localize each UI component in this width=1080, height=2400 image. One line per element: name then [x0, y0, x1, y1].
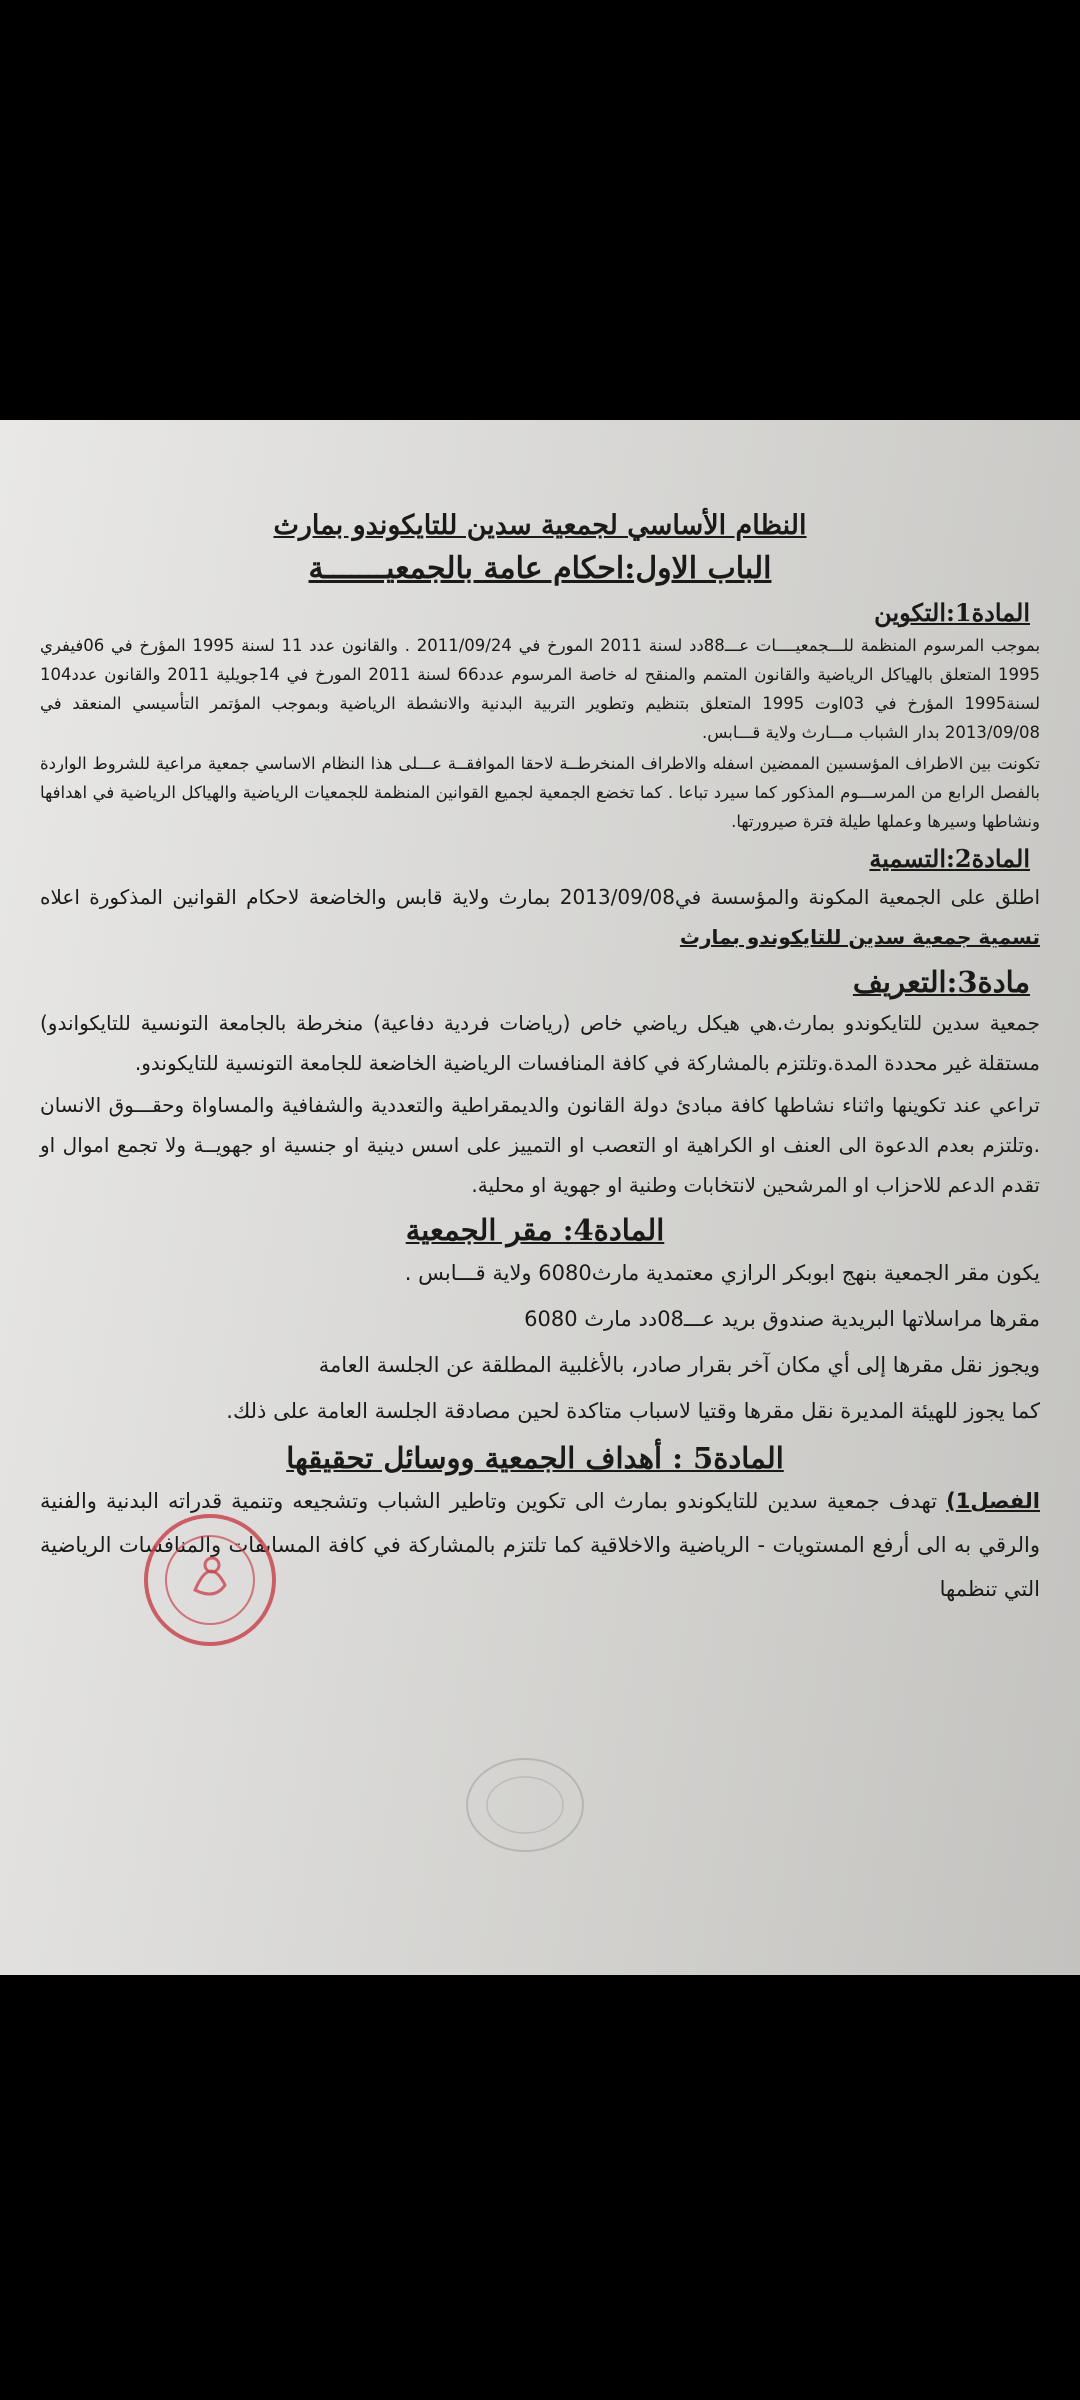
- article-3-heading: مادة3:التعريف: [852, 965, 1030, 999]
- article-3-paragraph-1: جمعية سدين للتايكوندو بمارث.هي هيكل رياضي خاص (رياضات فردية دفاعية) منخرطة بالجامعة التونسية للتايكواندو) مستقلة غير محددة المدة.وتلتزم بالمشاركة في كافة المنافسات الرياضية الخاضعة للجامعة التونسية للتايكوندو.: [40, 1011, 1040, 1075]
- article-5-section-label: الفصل1): [946, 1489, 1040, 1513]
- article-1-paragraph-2: تكونت بين الاطراف المؤسسين الممضين اسفله والاطراف المنخرطــة لاحقا الموافقــة عـــلى هذا النظام الاساسي جمعية مراعية للشروط الواردة بالفصل الرابع من المرســـوم المذكور كما سيرد تباعا . كما تخضع الجمعية لجميع القوانين المنظمة للجمعيات الرياضية والهياكل الرياضية في اهدافها ونشاطها وسيرها وعملها طيلة فترة صيرورتها.: [40, 754, 1040, 831]
- document-page: [0, 420, 1080, 1975]
- article-1-paragraph-1: بموجب المرسوم المنظمة للـــجمعيــــات عـــ88دد لسنة 2011 المورخ في 2011/09/24 . والقانون عدد 11 لسنة 1995 المؤرخ في 06فيفري 1995 المتعلق بالهياكل الرياضية والقانون المتمم والمنقح له خاصة المرسوم عدد66 لسنة 2011 المورخ في 14جويلية 2011 والقانون عدد104 لسنة1995 المؤرخ في 03اوت 1995 المتعلق بتنظيم وتطوير التربية البدنية والانشطة الرياضية وبموجب المؤتمر التأسيسي المنعقد في 2013/09/08 بدار الشباب مـــارث ولاية قـــابس.: [40, 636, 1041, 742]
- article-4-line-3: ويجوز نقل مقرها إلى أي مكان آخر بقرار صادر، بالأغلبية المطلقة عن الجلسة العامة: [318, 1353, 1040, 1377]
- article-4-line-1: يكون مقر الجمعية بنهج ابوبكر الرازي معتمدية مارث6080 ولاية قـــابس .: [404, 1261, 1040, 1285]
- article-3-paragraph-2: تراعي عند تكوينها واثناء نشاطها كافة مبادئ دولة القانون والديمقراطية والتعددية والشفافية والمساواة وحقـــوق الانسان .وتلتزم بعدم الدعوة الى العنف او الكراهية او التعصب او التمييز على اسس دينية او جنسية او جهويــة ولا تجمع اموال او تقدم الدعم للاحزاب او المرشحين لانتخابات وطنية او جهوية او محلية.: [40, 1093, 1040, 1197]
- article-4-line-4: كما يجوز للهيئة المديرة نقل مقرها وقتيا لاسباب متاكدة لحين مصادقة الجلسة العامة على ذلك.: [226, 1399, 1040, 1423]
- article-2-paragraph: [40, 877, 1040, 957]
- article-5-text: تهدف جمعية سدين للتايكوندو بمارث الى تكوين وتاطير الشباب وتشجيعه وتنمية قدراته البدنية والفنية والرقي به الى أرفع المستويات - الرياضية والاخلاقية كما تلتزم بالمشاركة في كافة المسابقات والمنافسات الرياضية التي تنظمها: [40, 1489, 1040, 1601]
- association-stamp-icon: [140, 1510, 280, 1650]
- article-4-line-2: مقرها مراسلاتها البريدية صندوق بريد عـــ08دد مارث 6080: [524, 1307, 1040, 1331]
- document-title: النظام الأساسي لجمعية سدين للتايكوندو بمارث: [273, 510, 807, 541]
- article-1-heading: المادة1:التكوين: [874, 598, 1030, 627]
- article-2-text: اطلق على الجمعية المكونة والمؤسسة في2013/09/08 بمارث ولاية قابس والخاضعة لاحكام القوانين المذكورة اعلاه: [40, 885, 1040, 909]
- document-body: [40, 510, 1040, 1613]
- article-5-heading: المادة5 : أهداف الجمعية ووسائل تحقيقها: [286, 1441, 784, 1475]
- article-2-name: تسمية جمعية سدين للتايكوندو بمارث: [679, 925, 1040, 949]
- article-4-heading: المادة4: مقر الجمعية: [405, 1213, 665, 1247]
- chapter-heading: الباب الاول:احكام عامة بالجمعيـــــــة: [308, 551, 772, 586]
- faint-stamp-icon: [460, 1750, 590, 1860]
- article-2-heading: المادة2:التسمية: [869, 844, 1030, 873]
